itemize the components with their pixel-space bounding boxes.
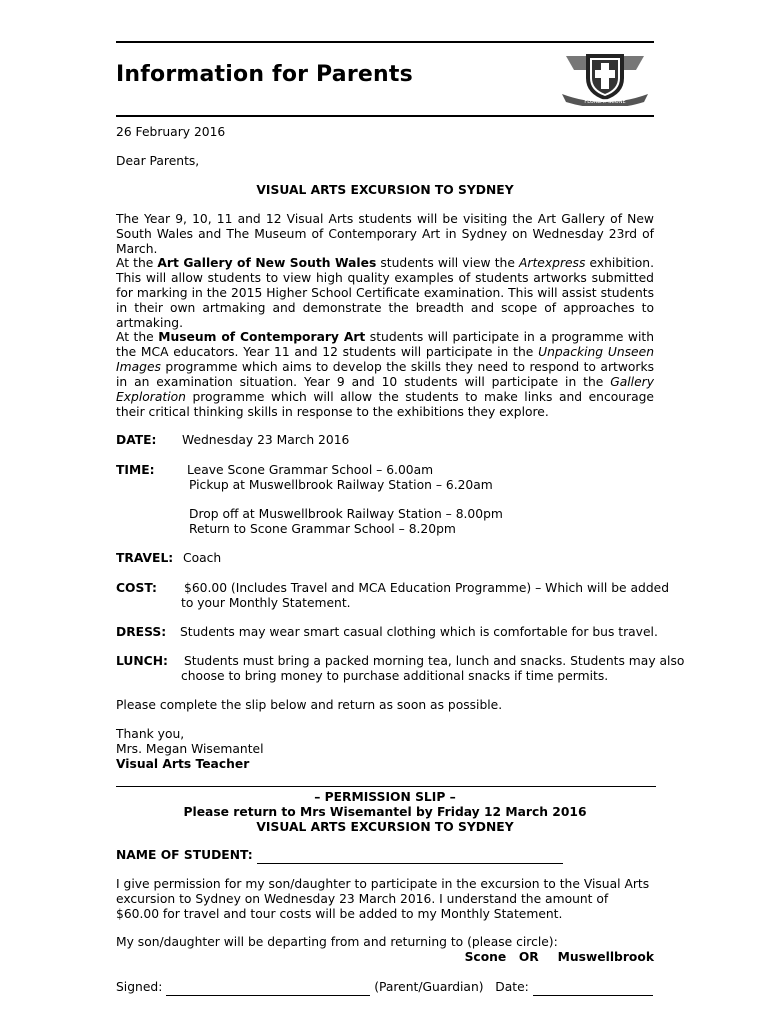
cost-label: COST: bbox=[116, 581, 157, 595]
time-pickup: Pickup at Muswellbrook Railway Station – 6.20am bbox=[189, 478, 493, 492]
return-request: Please complete the slip below and return as soon as possible. bbox=[116, 698, 503, 712]
departure-question: My son/daughter will be departing from and returning to (please circle): bbox=[116, 935, 558, 949]
date-field[interactable] bbox=[533, 980, 653, 996]
intro-paragraph: The Year 9, 10, 11 and 12 Visual Arts students will be visiting the Art Gallery of New South Wales and The Museum of Contemporary Art in Sydney on Wednesday 23rd of March. bbox=[116, 212, 654, 256]
thanks: Thank you, bbox=[116, 727, 185, 741]
travel-value: Coach bbox=[183, 551, 222, 565]
programme-name-1: Unpacking Unseen Images bbox=[116, 345, 654, 374]
museum-name: Museum of Contemporary Art bbox=[158, 330, 366, 344]
date-label-slip: Date: bbox=[495, 980, 529, 994]
cost-line-1: $60.00 (Includes Travel and MCA Education Programme) – Which will be added bbox=[184, 581, 669, 595]
option-scone[interactable]: Scone bbox=[464, 950, 507, 964]
time-leave: Leave Scone Grammar School – 6.00am bbox=[187, 463, 434, 477]
time-return: Return to Scone Grammar School – 8.20pm bbox=[189, 522, 456, 536]
excursion-heading: VISUAL ARTS EXCURSION TO SYDNEY bbox=[256, 183, 514, 197]
option-or: OR bbox=[518, 950, 539, 964]
dress-value: Students may wear smart casual clothing which is comfortable for bus travel. bbox=[180, 625, 658, 639]
student-name-field[interactable] bbox=[257, 848, 563, 864]
salutation: Dear Parents, bbox=[116, 154, 200, 168]
dress-label: DRESS: bbox=[116, 625, 167, 639]
exhibition-name: Artexpress bbox=[519, 256, 586, 270]
signed-label: Signed: bbox=[116, 980, 163, 994]
teacher-name: Mrs. Megan Wisemantel bbox=[116, 742, 264, 756]
departure-options bbox=[116, 950, 654, 965]
gallery-paragraph: At the Art Gallery of New South Wales students will view the Artexpress exhibition. This will allow students to view high quality examples of students artworks submitted for marking in the 2015 Higher School Certificate examination. This will assist students in their own artmaking and demonstrate the breadth and scope of approaches to artmaking. bbox=[116, 256, 655, 330]
signature-field[interactable] bbox=[166, 980, 370, 996]
school-crest-logo bbox=[556, 50, 654, 106]
slip-title: – PERMISSION SLIP – bbox=[314, 790, 456, 804]
date-label: DATE: bbox=[116, 433, 157, 447]
guardian-label: (Parent/Guardian) bbox=[374, 980, 484, 994]
teacher-role: Visual Arts Teacher bbox=[116, 757, 250, 771]
time-label: TIME: bbox=[116, 463, 155, 477]
letter-date: 26 February 2016 bbox=[116, 125, 226, 139]
time-dropoff: Drop off at Muswellbrook Railway Station – 8.00pm bbox=[189, 507, 503, 521]
top-rule bbox=[116, 41, 654, 43]
header-rule bbox=[116, 115, 654, 117]
travel-label: TRAVEL: bbox=[116, 551, 174, 565]
programme-name-2: Gallery Exploration bbox=[116, 375, 654, 404]
crest-motto: FLOREAT SCONE bbox=[584, 99, 626, 105]
slip-cut-line bbox=[116, 786, 656, 787]
slip-return-note: Please return to Mrs Wisemantel by Friday 12 March 2016 bbox=[183, 805, 587, 819]
slip-heading: VISUAL ARTS EXCURSION TO SYDNEY bbox=[256, 820, 514, 834]
museum-paragraph: At the Museum of Contemporary Art students will participate in a programme with the MCA educators. Year 11 and 12 students will participate in the Unpacking Unseen Images programme which aims to develop the skills they need to respond to artworks in an examination situation. Year 9 and 10 students will participate in the Gallery Exploration programme which will allow the students to make links and encourage their critical thinking skills in response to the exhibitions they explore. bbox=[116, 330, 654, 419]
lunch-label: LUNCH: bbox=[116, 654, 168, 668]
option-muswellbrook[interactable]: Muswellbrook bbox=[557, 950, 654, 964]
student-name-label: NAME OF STUDENT: bbox=[116, 848, 253, 862]
date-value: Wednesday 23 March 2016 bbox=[182, 433, 350, 447]
student-name-row bbox=[116, 848, 654, 864]
lunch-line-2: choose to bring money to purchase additional snacks if time permits. bbox=[181, 669, 609, 683]
lunch-line-1: Students must bring a packed morning tea, lunch and snacks. Students may also bbox=[184, 654, 685, 668]
page-title: Information for Parents bbox=[116, 62, 413, 87]
permission-statement: I give permission for my son/daughter to participate in the excursion to the Visual Arts excursion to Sydney on Wednesday 23 March 2016. I understand the amount of $60.00 for travel and tour costs will be added to my Monthly Statement. bbox=[116, 877, 650, 921]
gallery-name: Art Gallery of New South Wales bbox=[157, 256, 377, 270]
signature-row bbox=[116, 980, 654, 996]
cost-line-2: to your Monthly Statement. bbox=[181, 596, 351, 610]
